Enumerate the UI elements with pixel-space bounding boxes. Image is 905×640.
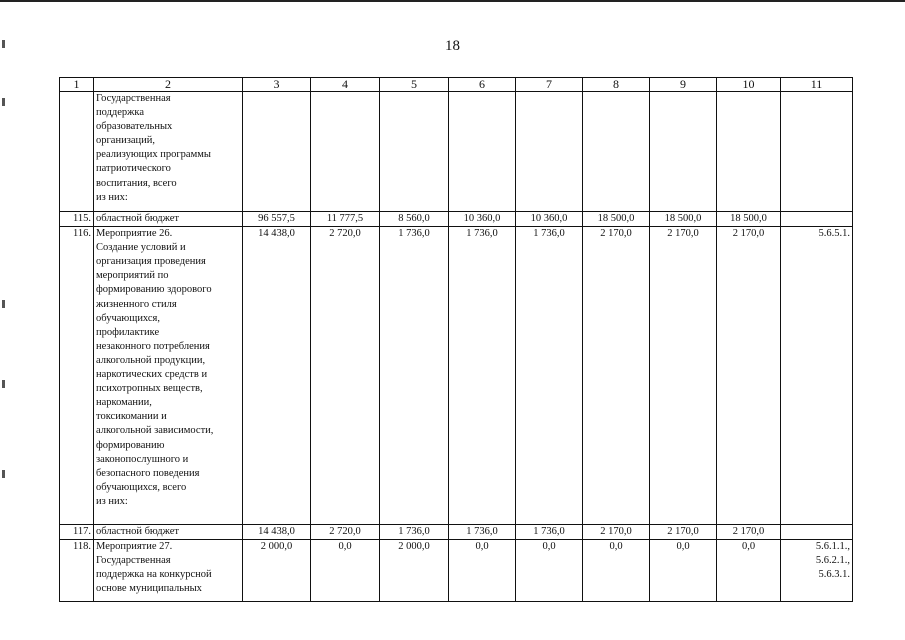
top-edge-rule bbox=[0, 0, 905, 2]
value-col-6 bbox=[449, 92, 516, 212]
value-col-3: 14 438,0 bbox=[243, 227, 311, 525]
row-number: 116. bbox=[60, 227, 94, 525]
header-cell-6: 6 bbox=[449, 78, 516, 92]
value-col-9: 2 170,0 bbox=[650, 227, 717, 525]
value-col-4: 2 720,0 bbox=[311, 227, 380, 525]
value-col-6: 0,0 bbox=[449, 540, 516, 602]
value-col-5: 1 736,0 bbox=[380, 525, 449, 540]
header-cell-8: 8 bbox=[583, 78, 650, 92]
table-row bbox=[60, 227, 853, 525]
header-cell-10: 10 bbox=[717, 78, 781, 92]
value-col-10 bbox=[717, 92, 781, 212]
value-col-5 bbox=[380, 92, 449, 212]
value-col-9 bbox=[650, 92, 717, 212]
table-row bbox=[60, 92, 853, 212]
value-col-3 bbox=[243, 92, 311, 212]
value-col-6: 10 360,0 bbox=[449, 212, 516, 227]
header-cell-3: 3 bbox=[243, 78, 311, 92]
row-description: Мероприятие 27. Государственная поддержка на конкурсной основе муниципальных bbox=[94, 540, 243, 602]
value-col-7: 0,0 bbox=[516, 540, 583, 602]
reference-code bbox=[781, 92, 853, 212]
row-number bbox=[60, 92, 94, 212]
value-col-5: 8 560,0 bbox=[380, 212, 449, 227]
value-col-9: 2 170,0 bbox=[650, 525, 717, 540]
header-cell-2: 2 bbox=[94, 78, 243, 92]
reference-code: 5.6.1.1., 5.6.2.1., 5.6.3.1. bbox=[781, 540, 853, 602]
header-cell-4: 4 bbox=[311, 78, 380, 92]
value-col-8: 2 170,0 bbox=[583, 525, 650, 540]
value-col-8 bbox=[583, 92, 650, 212]
header-cell-5: 5 bbox=[380, 78, 449, 92]
value-col-4: 2 720,0 bbox=[311, 525, 380, 540]
value-col-10: 18 500,0 bbox=[717, 212, 781, 227]
value-col-8: 2 170,0 bbox=[583, 227, 650, 525]
header-row bbox=[60, 78, 853, 92]
budget-table bbox=[59, 77, 853, 602]
row-description: Государственная поддержка образовательных организаций, реализующих программы патриотического воспитания, всего из них: bbox=[94, 92, 243, 212]
header-cell-11: 11 bbox=[781, 78, 853, 92]
row-description: областной бюджет bbox=[94, 212, 243, 227]
value-col-5: 1 736,0 bbox=[380, 227, 449, 525]
value-col-4: 0,0 bbox=[311, 540, 380, 602]
row-description: областной бюджет bbox=[94, 525, 243, 540]
header-cell-1: 1 bbox=[60, 78, 94, 92]
value-col-10: 2 170,0 bbox=[717, 227, 781, 525]
value-col-10: 2 170,0 bbox=[717, 525, 781, 540]
page-number: 18 bbox=[445, 38, 460, 54]
value-col-3: 96 557,5 bbox=[243, 212, 311, 227]
value-col-3: 2 000,0 bbox=[243, 540, 311, 602]
reference-code bbox=[781, 212, 853, 227]
header-cell-7: 7 bbox=[516, 78, 583, 92]
value-col-3: 14 438,0 bbox=[243, 525, 311, 540]
value-col-8: 18 500,0 bbox=[583, 212, 650, 227]
table-row bbox=[60, 540, 853, 602]
row-number: 115. bbox=[60, 212, 94, 227]
row-number: 117. bbox=[60, 525, 94, 540]
value-col-10: 0,0 bbox=[717, 540, 781, 602]
left-margin-marks bbox=[2, 0, 5, 640]
value-col-8: 0,0 bbox=[583, 540, 650, 602]
reference-code: 5.6.5.1. bbox=[781, 227, 853, 525]
value-col-7: 10 360,0 bbox=[516, 212, 583, 227]
value-col-9: 18 500,0 bbox=[650, 212, 717, 227]
value-col-5: 2 000,0 bbox=[380, 540, 449, 602]
row-number: 118. bbox=[60, 540, 94, 602]
table-row bbox=[60, 525, 853, 540]
value-col-7 bbox=[516, 92, 583, 212]
value-col-4 bbox=[311, 92, 380, 212]
value-col-9: 0,0 bbox=[650, 540, 717, 602]
reference-code bbox=[781, 525, 853, 540]
table-row bbox=[60, 212, 853, 227]
value-col-4: 11 777,5 bbox=[311, 212, 380, 227]
value-col-7: 1 736,0 bbox=[516, 227, 583, 525]
row-description: Мероприятие 26. Создание условий и организация проведения мероприятий по формированию здорового жизненного стиля обучающихся, профилактике незаконного потребления алкогольной продукции, наркотических средств и психотропных веществ, наркомании, токсикомании и алкогольной зависимости, формированию законопослушного и безопасного поведения обучающихся, всего из них: bbox=[94, 227, 243, 525]
header-cell-9: 9 bbox=[650, 78, 717, 92]
value-col-7: 1 736,0 bbox=[516, 525, 583, 540]
value-col-6: 1 736,0 bbox=[449, 227, 516, 525]
value-col-6: 1 736,0 bbox=[449, 525, 516, 540]
